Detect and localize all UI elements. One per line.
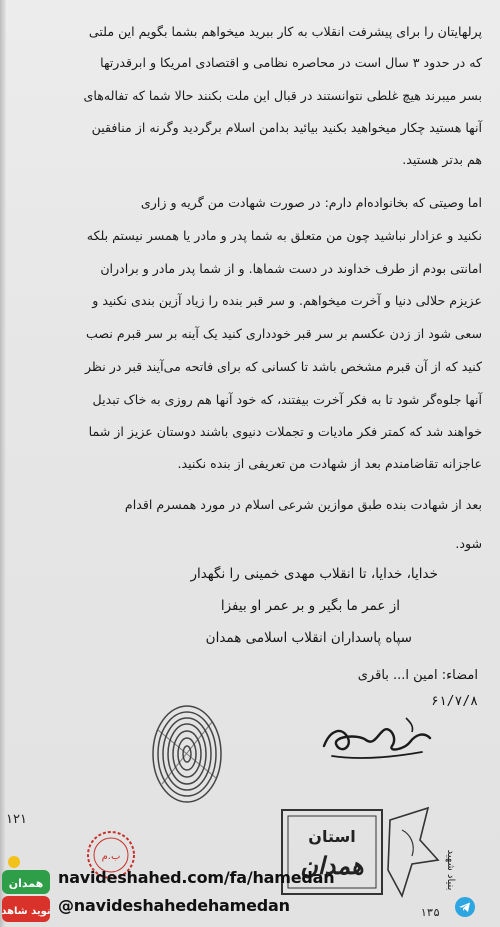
province-stamp-main: همدان (300, 851, 364, 880)
text-line-16: شود. (455, 536, 482, 551)
province-stamp-number: ۱۳۵ (420, 906, 440, 919)
poem-line-3: سپاه پاسداران انقلاب اسلامی همدان (205, 630, 412, 646)
text-line-3: بسر میبرند هیچ غلطی نتوانستند در قبال این ملت بکنند حالا شما که تفاله‌های (83, 88, 482, 103)
text-line-6: اما وصیتی که بخانواده‌ام دارم: در صورت شهادت من گریه و زاری (140, 195, 482, 210)
signature-date: ۶۱/۷/۸ (431, 694, 478, 709)
text-line-7: نکنید و عزادار نباشید چون من متعلق به شما پدر و مادر یا همسر نیستم بلکه (86, 228, 482, 243)
province-stamp-side: بنیاد شهید (445, 849, 456, 891)
text-line-10: سعی شود از زدن عکسم بر سر قبر خودداری کنید یک آینه بر سر قبرم نصب (86, 326, 482, 341)
text-line-1: پرلهایتان را برای پیشرفت انقلاب به کار ببرید میخواهم بشما بگویم این ملتی (88, 24, 482, 39)
text-line-13: خواهند شد که کمتر فکر مادیات و تجملات دنیوی باشند دوستان عزیز از شما (88, 424, 482, 439)
fingerprint-image (148, 700, 226, 808)
text-line-8: امانتی بودم از طرف خداوند در دست شماها. و از شما پدر مادر و برادران (100, 261, 482, 276)
text-line-9: عزیزم حلالی دنیا و آخرت میخواهم. و سر قبر بنده را زیاد آزین بندی نکنید و (92, 293, 482, 308)
text-line-12: آنها جلوه‌گر شود تا به فکر آخرت بیفتند، که خود آنها هم روزی به خاک تبدیل (92, 392, 482, 407)
page-number: ۱۲۱ (6, 812, 27, 827)
text-line-11: کنید که از آن قبرم مشخص باشد تا کسانی که برای فاتحه می‌آیند قبر در نظر (84, 359, 482, 374)
province-stamp-top: استان (308, 827, 356, 846)
text-line-15: بعد از شهادت بنده طبق موازین شرعی اسلام در مورد همسرم اقدام (124, 497, 482, 512)
text-line-14: عاجزانه تقاضامندم بعد از شهادت من تعریفی از بنده نکنید. (177, 456, 482, 471)
red-stamp-text: ب.م (101, 851, 121, 862)
text-line-2: که در حدود ۳ سال است در محاصره نظامی و اقتصادی امریکا و ابرقدرتها (100, 55, 482, 70)
page-edge-shadow (0, 0, 6, 927)
poem-line-1: خدایا، خدایا، تا انقلاب مهدی خمینی را نگهدار (190, 566, 438, 582)
logo-text-bottom: نوید شاهد (1, 906, 51, 917)
handwritten-signature (318, 708, 438, 768)
signature-label: امضاء: امین ا... باقری (357, 668, 478, 683)
footer-handle-link[interactable]: @navideshahedehamedan (58, 896, 290, 915)
navideshahed-logo (0, 852, 52, 927)
logo-text-top: همدان (8, 877, 44, 890)
text-line-4: آنها هستید چکار میخواهید بکنید بیائید بدامن اسلام برگردید وگرنه از منافقین (91, 120, 482, 135)
poem-line-2: از عمر ما بگیر و بر عمر او بیفزا (220, 598, 400, 614)
text-line-5: هم بدتر هستید. (402, 152, 482, 167)
telegram-icon[interactable] (454, 896, 476, 918)
footer-url-link[interactable]: navideshahed.com/fa/hamedan (58, 868, 335, 887)
